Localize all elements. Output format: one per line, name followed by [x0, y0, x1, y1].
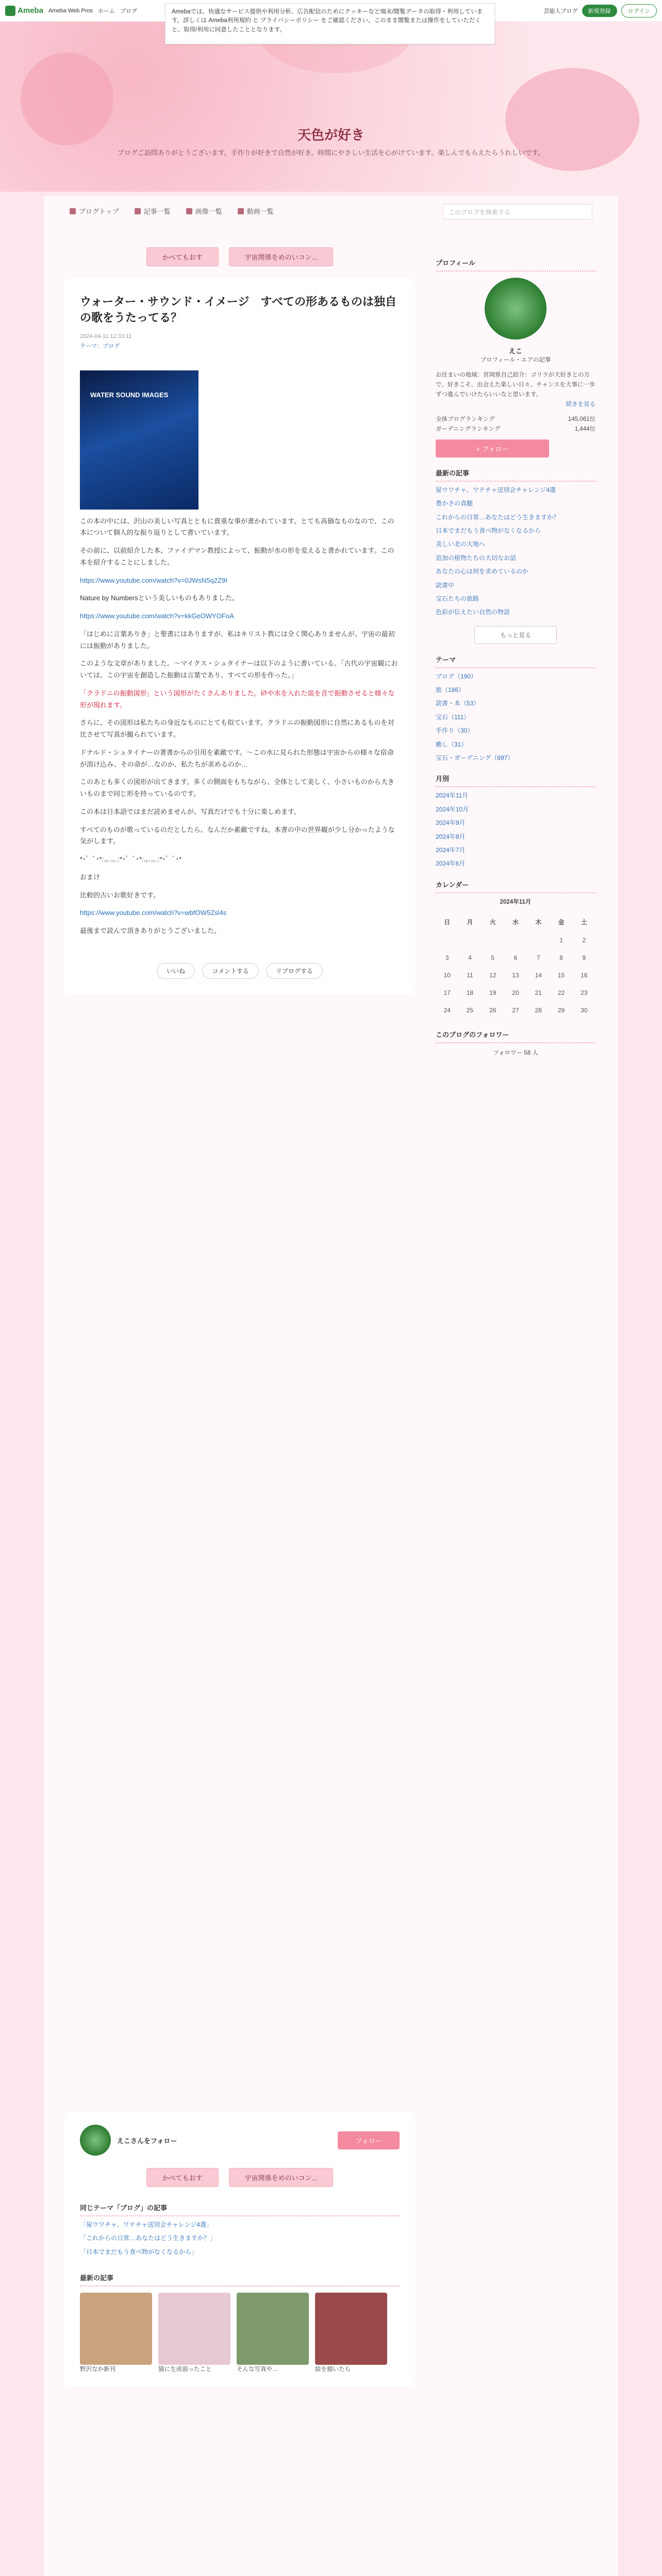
- month-heading: 月別: [436, 773, 595, 787]
- calendar-day[interactable]: 19: [489, 989, 496, 996]
- paragraph: すべてのものが歌っているのだとしたら、なんだか素敵ですね。本書の中の世界観が少し分かったような気がします。: [80, 825, 395, 845]
- paragraph: 「クラドニの振動図形」という図形がたくさんありました。砂や水を入れた皿を音で振動させると様々な形が現れます。: [80, 689, 395, 709]
- article-theme[interactable]: テーマ：ブログ: [80, 343, 120, 349]
- profile-heading: プロフィール: [436, 258, 595, 272]
- signup-button[interactable]: 新規登録: [582, 5, 617, 17]
- calendar-day[interactable]: 28: [535, 1006, 542, 1014]
- weekday: 月: [467, 918, 473, 926]
- recent-more-button[interactable]: もっと見る: [474, 626, 557, 644]
- weekday: 火: [489, 918, 496, 926]
- recent-link[interactable]: 屋ウワチャ、ワテチャ送別会チャレンジ4選: [436, 486, 556, 494]
- prev-article-button[interactable]: かべてもおす: [146, 2168, 219, 2187]
- calendar-day[interactable]: 5: [491, 954, 495, 961]
- recent-link[interactable]: あなたの心は何を求めているのか: [436, 568, 529, 575]
- youtube-link[interactable]: https://www.youtube.com/watch?v=kkGeOWYOFoA: [80, 612, 234, 620]
- calendar-day[interactable]: 6: [514, 954, 518, 961]
- calendar-day[interactable]: 15: [557, 971, 565, 979]
- recent-thumb[interactable]: [158, 2293, 230, 2365]
- paragraph: その前に、以前紹介した本、ファイデマン教授によって、振動が水の形を変えると書かれています。この本を紹介することにしました。: [80, 547, 394, 566]
- same-theme-link[interactable]: 「屋ウワチャ、ワテチャ送別会チャレンジ4選」: [80, 2221, 212, 2228]
- recent-link[interactable]: 豊かさの真髄: [436, 500, 473, 507]
- theme-heading: テーマ: [436, 654, 595, 668]
- list-icon: [135, 208, 141, 214]
- calendar-month: 2024年11月: [500, 899, 532, 905]
- follow-text: えこさんをフォロー: [117, 2137, 177, 2145]
- sidebar: [436, 247, 595, 1058]
- rank-label: ガーデニングランキング: [436, 426, 501, 432]
- recent-link[interactable]: 美しい北の大地へ: [436, 540, 486, 548]
- next-article-button[interactable]: 宇宙関係をめのいコン...: [229, 247, 334, 266]
- calendar-day[interactable]: 3: [445, 954, 449, 961]
- month-link[interactable]: 2024年6月: [436, 860, 466, 868]
- article: [64, 279, 415, 994]
- calendar-table: [436, 912, 595, 1019]
- calendar-day[interactable]: 10: [443, 971, 451, 979]
- followers-heading: このブログのフォロワー: [436, 1029, 595, 1043]
- follow-card: [80, 2125, 400, 2156]
- calendar-day: [527, 931, 550, 949]
- article-title[interactable]: ウォーター・サウンド・イメージ すべての形あるものは独自の歌をうたってる？: [80, 295, 397, 324]
- youtube-link[interactable]: https://www.youtube.com/watch?v=0JWsN5q2Z9I: [80, 576, 227, 584]
- recent-thumb[interactable]: [237, 2293, 309, 2365]
- calendar-day[interactable]: 20: [512, 989, 519, 996]
- weekday: 金: [558, 918, 565, 926]
- monthly-box: [436, 773, 595, 869]
- follow-button[interactable]: + フォロー: [436, 439, 549, 457]
- followers-count: フォロワー 58 人: [493, 1049, 538, 1056]
- month-link[interactable]: 2024年8月: [436, 833, 466, 840]
- recent-thumb[interactable]: [80, 2293, 152, 2365]
- home-icon: [70, 208, 76, 214]
- rank-label: 全体ブログランキング: [436, 416, 495, 422]
- main-column: [64, 247, 415, 994]
- celebrity-blog-link[interactable]: 芸能人ブログ: [543, 8, 578, 14]
- calendar-day[interactable]: 16: [581, 971, 588, 979]
- calendar-day[interactable]: 4: [468, 954, 472, 961]
- theme-link[interactable]: 読書・本（53）: [436, 700, 480, 707]
- nav-images[interactable]: 画像一覧: [186, 206, 222, 216]
- paragraph: 最後まで読んで頂きありがとうございました。: [80, 927, 221, 935]
- recent-articles-box: [436, 468, 595, 644]
- paragraph: おまけ: [80, 873, 101, 881]
- calendar-day: [482, 931, 504, 949]
- recent-thumbs: [80, 2293, 400, 2375]
- article-date: 2024-04-11 12:33:11: [80, 333, 132, 340]
- recent-link[interactable]: これからの日常…あなたはどう生きますか？: [436, 513, 560, 521]
- calendar-day[interactable]: 7: [536, 954, 540, 961]
- topnav-blog[interactable]: ブログ: [120, 8, 138, 14]
- month-link[interactable]: 2024年7月: [436, 846, 466, 854]
- follow-button[interactable]: フォロー: [338, 2131, 400, 2149]
- rank-value: 145,061位: [568, 416, 595, 422]
- avatar[interactable]: [485, 278, 547, 340]
- lower-pager: [80, 2168, 400, 2187]
- blog-search-input[interactable]: このブログを検索する: [443, 204, 592, 219]
- theme-box: [436, 654, 595, 764]
- recent-link[interactable]: 読書中: [436, 581, 455, 589]
- topnav-home[interactable]: ホーム: [98, 8, 115, 14]
- youtube-link[interactable]: https://www.youtube.com/watch?v=wbfOW5Zsl4s: [80, 909, 227, 917]
- month-link[interactable]: 2024年11月: [436, 792, 469, 800]
- weekday: 日: [444, 918, 451, 926]
- calendar-day[interactable]: 11: [467, 971, 473, 979]
- blog-description: ブログご訪問ありがとうございます。手作りが好きで自然が好き。時間にやさしい生活を心がけています。楽しんでもらえたらうれしいです。: [117, 149, 545, 157]
- weekday: 木: [535, 918, 542, 926]
- profile-name[interactable]: えこ: [508, 347, 522, 355]
- theme-link[interactable]: 癒し（31）: [436, 740, 468, 748]
- calendar-heading: カレンダー: [436, 879, 595, 893]
- theme-link[interactable]: 宝石（111）: [436, 713, 470, 721]
- paragraph: 「はじめに言葉ありき」と聖書にはありますが、私はキリスト教には全く関心ありませんが、宇宙の最初には振動がありました。: [80, 630, 395, 650]
- calendar-day[interactable]: 2: [582, 936, 586, 944]
- theme-link[interactable]: 手作り（30）: [436, 727, 474, 735]
- cookie-notice: Amebaでは、快適なサービス提供や利用分析、広告配信のためにクッキーなど端末/閲覧データの取得・利用しています。詳しくは Ameba利用規約 と プライバシーポリシー をご確認ください。このまま閲覧または操作をしていただくと、取得/利用に同意したこととなります。: [165, 3, 495, 44]
- theme-link[interactable]: 旅（186）: [436, 686, 465, 694]
- comment-button[interactable]: コメントする: [202, 963, 259, 979]
- blog-header: [0, 22, 662, 192]
- paragraph: さらに、その図形は私たちの身近なものにとても似ています。クラドニの振動図形に自然にあるものを対比させて写真が撮られています。: [80, 719, 394, 739]
- calendar-day[interactable]: 30: [581, 1006, 588, 1014]
- calendar-day[interactable]: 1: [559, 936, 563, 944]
- month-link[interactable]: 2024年9月: [436, 819, 466, 827]
- same-theme-link[interactable]: 「日本でまだもう食べ物がなくなるから」: [80, 2248, 198, 2256]
- paragraph: このような文章がありました。〜マイクス・シュタイナーは以下のように書いている。「古代の宇宙観においては、この宇宙を創造した振動は言葉であり、すべての形を作った。」: [80, 659, 398, 680]
- theme-link[interactable]: 宝石・ガーデニング（897）: [436, 754, 514, 762]
- calendar-day[interactable]: 26: [489, 1006, 496, 1014]
- paragraph: 比較的古いお歌好きです。: [80, 891, 160, 899]
- month-link[interactable]: 2024年10月: [436, 805, 469, 813]
- recent-heading: 最新の記事: [80, 2273, 400, 2286]
- image-icon: [186, 208, 192, 214]
- same-theme-heading: 同じテーマ「ブログ」の記事: [80, 2202, 400, 2216]
- share-buttons: [80, 963, 400, 979]
- calendar-box: [436, 879, 595, 1019]
- article-footer: [64, 2112, 415, 2387]
- video-icon: [238, 208, 244, 214]
- book-cover-image[interactable]: WATER SOUND IMAGES: [80, 370, 198, 510]
- login-button[interactable]: ログイン: [621, 4, 657, 18]
- calendar-day[interactable]: 8: [559, 954, 563, 961]
- calendar-day[interactable]: 13: [512, 971, 519, 979]
- calendar-day: [436, 931, 458, 949]
- calendar-day[interactable]: 27: [512, 1006, 519, 1014]
- ameba-logo-icon: [5, 6, 15, 16]
- nav-articles[interactable]: 記事一覧: [135, 206, 171, 216]
- prev-article-button[interactable]: かべてもおす: [146, 247, 219, 266]
- calendar-day[interactable]: 17: [443, 989, 451, 996]
- rank-value: 1,444位: [574, 426, 595, 432]
- article-body: [80, 516, 400, 937]
- calendar-day[interactable]: 12: [489, 971, 496, 979]
- paragraph: この本は日本語ではまだ読めませんが、写真だけでも十分に楽しめます。: [80, 807, 301, 816]
- calendar-day: [504, 931, 527, 949]
- recent-thumb-label[interactable]: 絵を描いたら: [315, 2366, 351, 2373]
- recent-thumb-label[interactable]: 猫に生成弱ったこと: [158, 2366, 212, 2373]
- avatar[interactable]: [80, 2125, 111, 2156]
- theme-link[interactable]: ブログ（190）: [436, 672, 477, 680]
- article-pager: [64, 247, 415, 266]
- calendar-day[interactable]: 9: [582, 954, 586, 961]
- recent-link[interactable]: 宝石たちの旅路: [436, 595, 479, 602]
- reblog-button[interactable]: リブログする: [266, 963, 323, 979]
- profile-text: お住まいの地域：宮岡県自己紹介：ゴリラが大好きとの方で、好きこそ、出会えた楽しい日々、チャンスを大事に一歩ずつ進んでいけたらいいなと思います。: [436, 371, 595, 398]
- profile-box: [436, 258, 595, 457]
- weekday: 水: [512, 918, 519, 926]
- calendar-day[interactable]: 14: [535, 971, 542, 979]
- calendar-day[interactable]: 24: [443, 1006, 451, 1014]
- same-theme-link[interactable]: 「これからの日常…あなたはどう生きますか？」: [80, 2234, 217, 2242]
- recent-link[interactable]: 追加の植物たちの大切なお話: [436, 554, 517, 562]
- paragraph: Nature by Numbersという美しいものもありました。: [80, 594, 239, 602]
- recent-heading: 最新の記事: [436, 468, 595, 482]
- recent-thumb-label[interactable]: そんな写真や…: [237, 2366, 278, 2373]
- profile-sub[interactable]: プロフィール・エアの記事: [480, 357, 551, 363]
- nav-videos[interactable]: 動画一覧: [238, 206, 274, 216]
- profile-more-link[interactable]: 続きを見る: [566, 401, 595, 408]
- calendar-day[interactable]: 25: [466, 1006, 474, 1014]
- ameba-logo[interactable]: Ameba: [5, 6, 43, 16]
- paragraph: ドナルド・シュタイナーの著書からの引用を素敵です。〜この水に見られた形態は宇宙からの様々な宿命が溶け込み、その命が…なのか、私たちが求めるのか…: [80, 748, 394, 768]
- blog-title[interactable]: 天色が好き: [297, 127, 365, 143]
- ameba-web-pros[interactable]: Ameba Web Pros: [48, 7, 93, 14]
- like-button[interactable]: いいね: [157, 963, 195, 979]
- calendar-day[interactable]: 22: [557, 989, 565, 996]
- topbar-right: [544, 4, 657, 18]
- recent-link[interactable]: 色彩が伝えたい自然の物語: [436, 608, 510, 616]
- calendar-day[interactable]: 23: [581, 989, 588, 996]
- recent-link[interactable]: 日本でまだもう食べ物がなくなるから: [436, 527, 541, 534]
- divider-text: *･゜ﾟ･*:.｡..｡.:*･゜ﾟ･*:.｡..｡.:*･゜ﾟ･*: [80, 855, 182, 863]
- recent-thumb[interactable]: [315, 2293, 387, 2365]
- blog-content: [44, 196, 618, 2576]
- paragraph: この本の中には、沢山の美しい写真とともに貴重な事が書かれています。とても高価なものなので、この本について個人的な振り返りとして書いています。: [80, 517, 394, 537]
- followers-box: [436, 1029, 595, 1058]
- nav-blog-top[interactable]: ブログトップ: [70, 206, 119, 216]
- calendar-day[interactable]: 18: [466, 989, 474, 996]
- weekday: 土: [581, 918, 587, 926]
- calendar-day[interactable]: 21: [535, 989, 542, 996]
- calendar-day: [458, 931, 481, 949]
- calendar-day[interactable]: 29: [557, 1006, 565, 1014]
- next-article-button[interactable]: 宇宙関係をめのいコン...: [229, 2168, 334, 2187]
- paragraph: このあとも多くの図形が出てきます。多くの側面をもちながら、全体として美しく、小さいものから大きいものまで同じ形を持っているのです。: [80, 778, 394, 798]
- recent-thumb-label[interactable]: 野沢なか新刊: [80, 2366, 115, 2373]
